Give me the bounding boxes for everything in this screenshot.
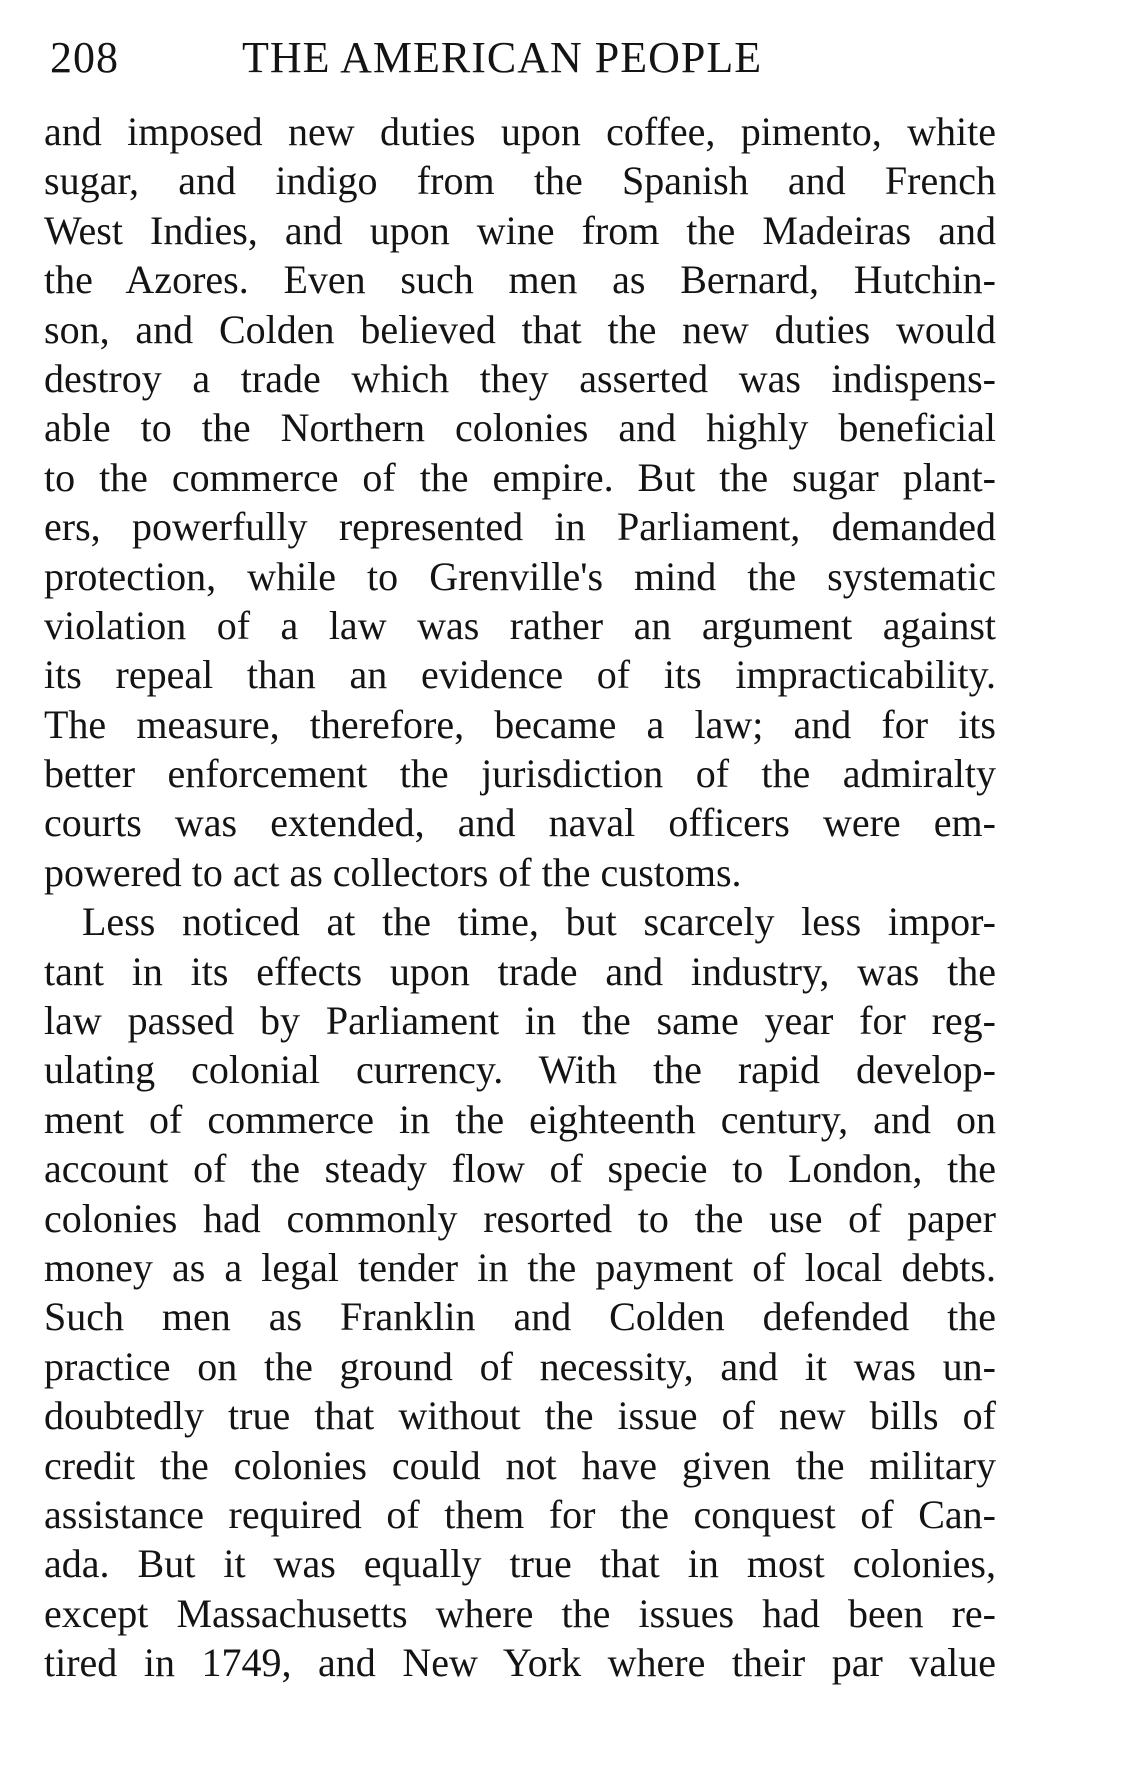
text-line: West Indies, and upon wine from the Madeiras and <box>44 207 996 253</box>
text-line: colonies had commonly resorted to the use of paper <box>44 1195 996 1241</box>
text-line: except Massachusetts where the issues had been re- <box>44 1590 996 1636</box>
text-line: The measure, therefore, became a law; and for its <box>44 701 996 747</box>
text-line: assistance required of them for the conquest of Can- <box>44 1491 996 1537</box>
text-line: courts was extended, and naval officers were em- <box>44 800 996 846</box>
text-line: the Azores. Even such men as Bernard, Hutchin- <box>44 257 996 303</box>
text-line: credit the colonies could not have given the military <box>44 1442 996 1488</box>
body-text <box>44 107 996 1688</box>
text-line: better enforcement the jurisdiction of the admiralty <box>44 751 996 797</box>
text-line: able to the Northern colonies and highly beneficial <box>44 405 996 451</box>
text-line: ada. But it was equally true that in most colonies, <box>44 1541 996 1587</box>
text-line: ulating colonial currency. With the rapid develop- <box>44 1047 996 1093</box>
paragraph-end-line: powered to act as collectors of the customs. <box>44 849 742 895</box>
text-line: destroy a trade which they asserted was indispens- <box>44 355 996 401</box>
paragraph-start-line: Less noticed at the time, but scarcely less impor- <box>82 899 996 945</box>
text-line: protection, while to Grenville's mind the systematic <box>44 553 996 599</box>
text-line: sugar, and indigo from the Spanish and French <box>44 158 996 204</box>
running-head <box>50 28 830 88</box>
text-line: its repeal than an evidence of its impracticability. <box>44 652 996 698</box>
text-line: tant in its effects upon trade and industry, was the <box>44 948 996 994</box>
text-line: account of the steady flow of specie to London, the <box>44 1146 996 1192</box>
running-title: THE AMERICAN PEOPLE <box>242 33 763 82</box>
text-line: doubtedly true that without the issue of new bills of <box>44 1393 996 1439</box>
text-line: ment of commerce in the eighteenth century, and on <box>44 1096 996 1142</box>
text-line: practice on the ground of necessity, and it was un- <box>44 1343 996 1389</box>
text-line: and imposed new duties upon coffee, pimento, white <box>44 109 996 154</box>
text-line: tired in 1749, and New York where their par value <box>44 1640 996 1686</box>
text-line: law passed by Parliament in the same year for reg- <box>44 998 996 1044</box>
text-line: money as a legal tender in the payment of local debts. <box>44 1244 996 1290</box>
text-line: Such men as Franklin and Colden defended the <box>44 1294 996 1340</box>
text-line: son, and Colden believed that the new duties would <box>44 306 996 352</box>
text-line: violation of a law was rather an argument against <box>44 602 996 648</box>
page-number: 208 <box>50 33 119 82</box>
text-line: ers, powerfully represented in Parliament, demanded <box>44 504 996 550</box>
text-line: to the commerce of the empire. But the sugar plant- <box>44 454 996 500</box>
